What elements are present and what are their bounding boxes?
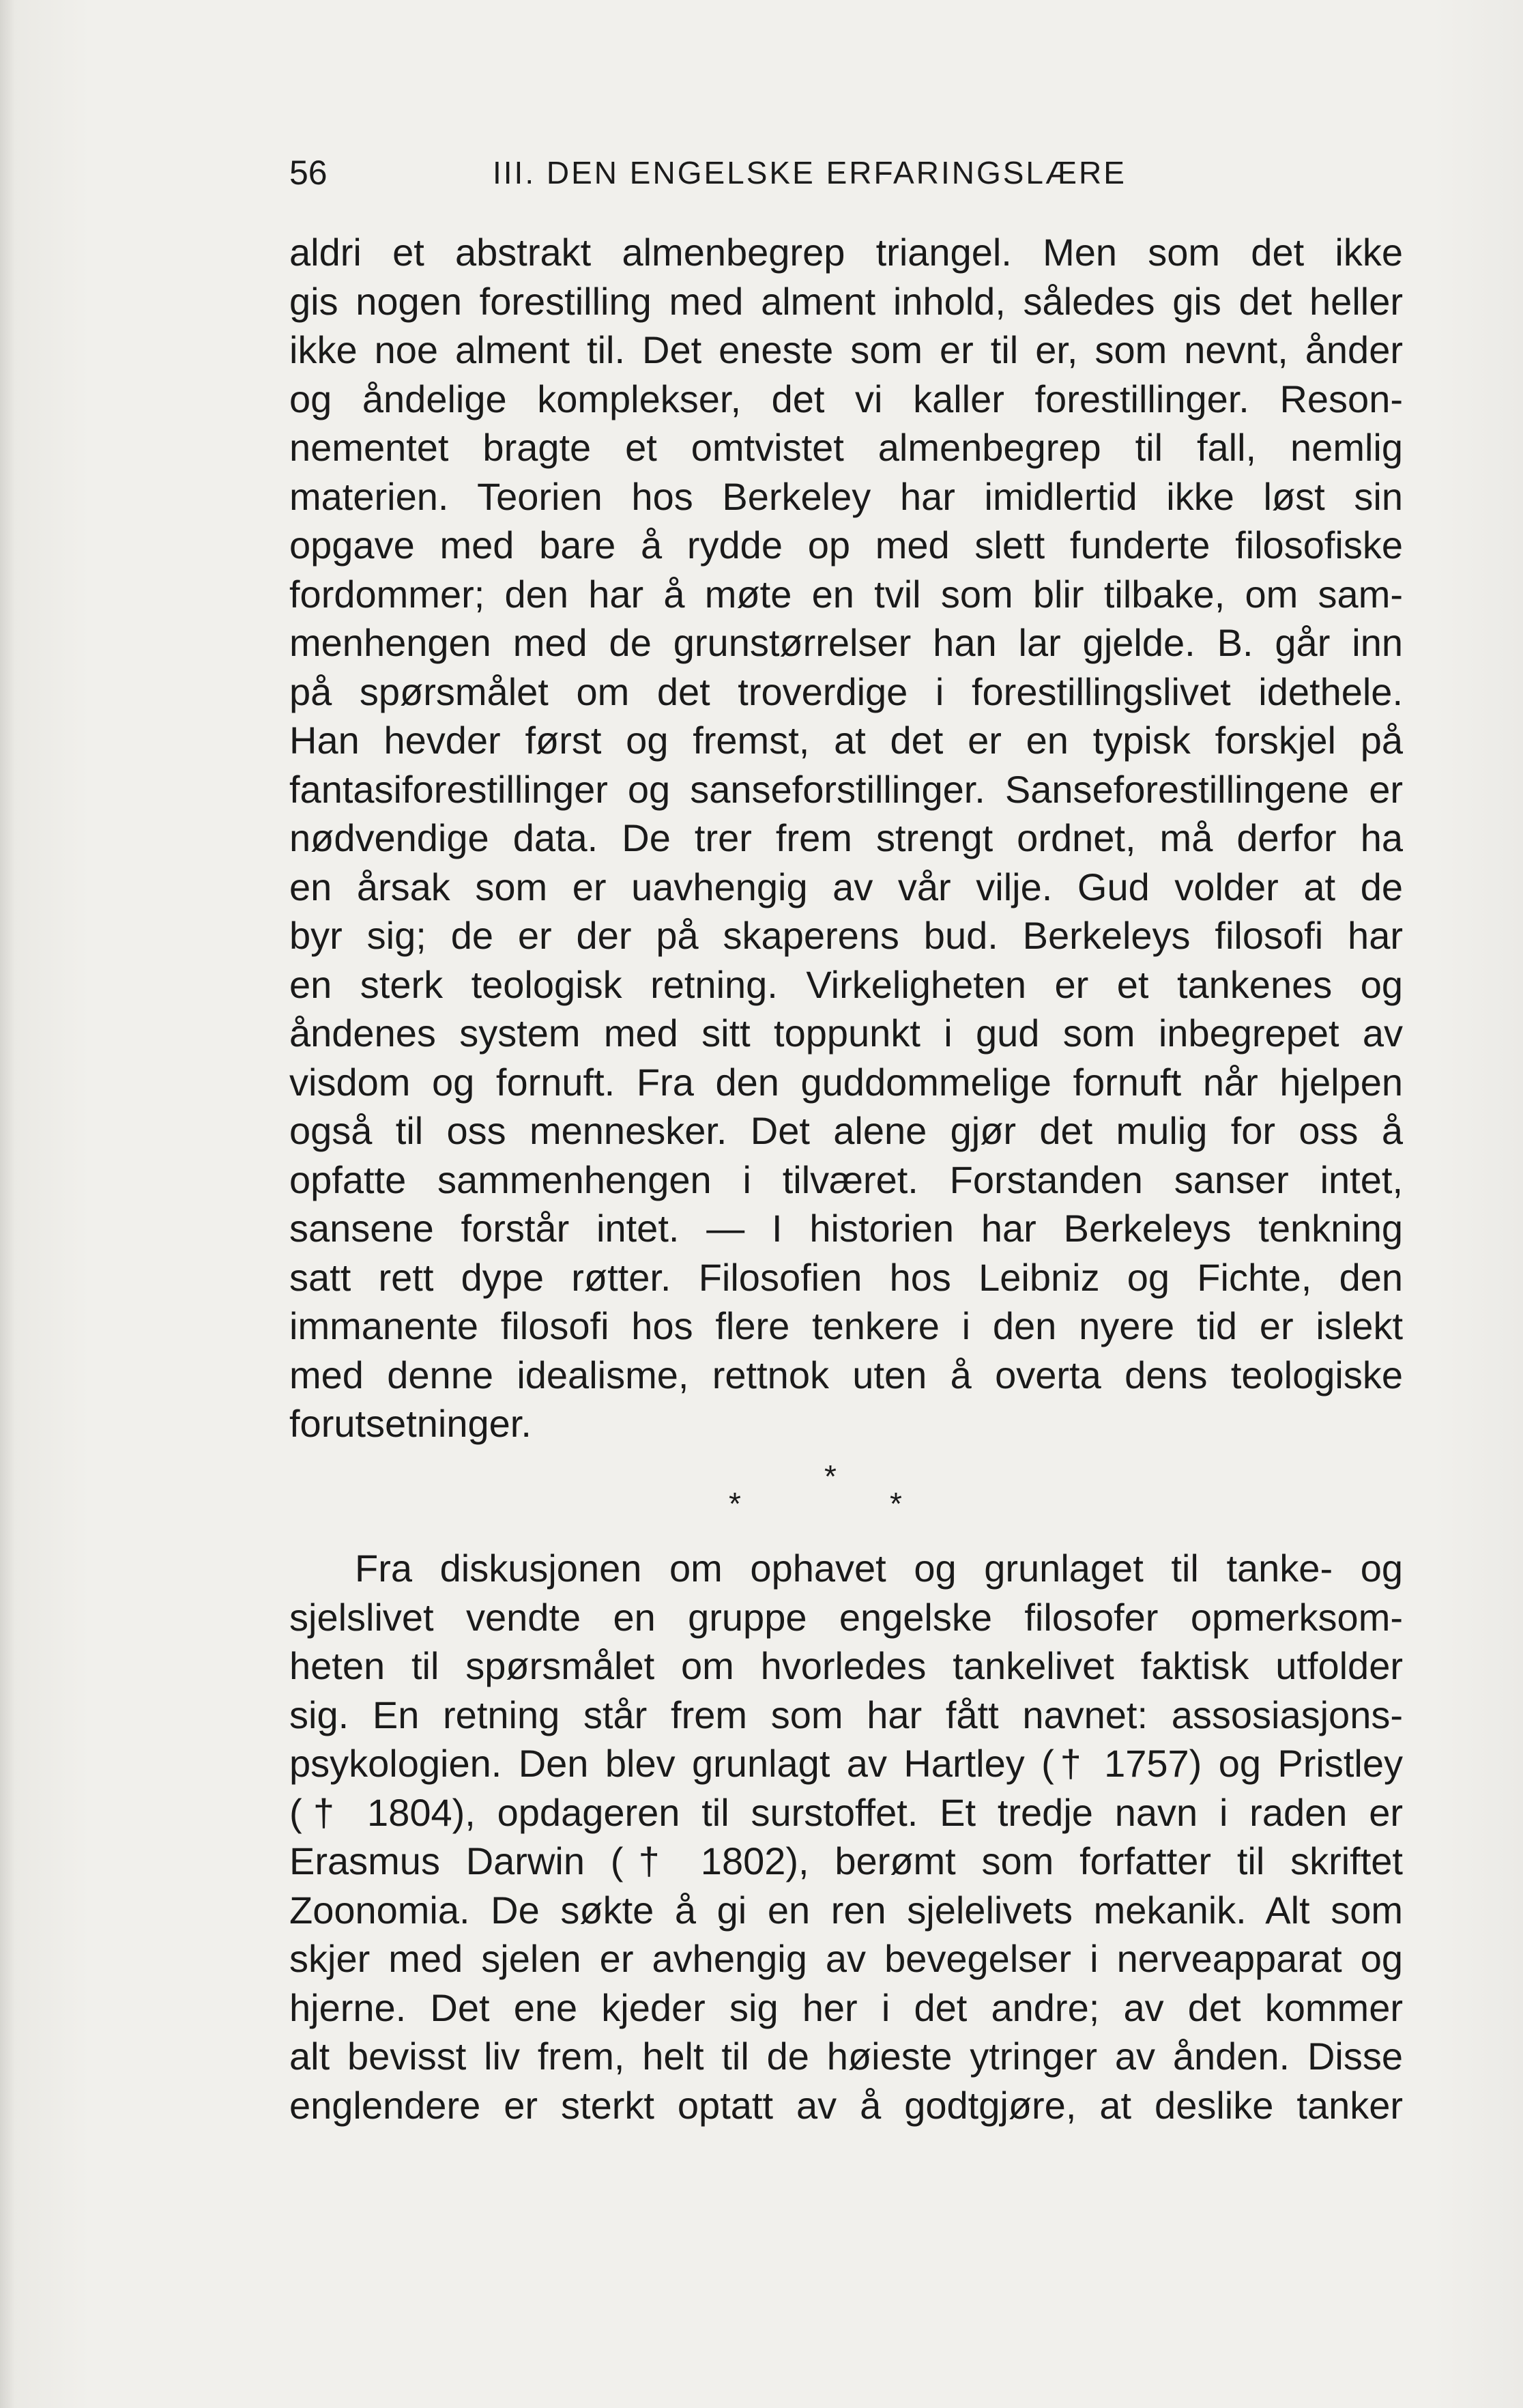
text-line: en sterk teologisk retning. Virkeligheten er et tankenes og	[289, 962, 1403, 1006]
asterisk: *	[890, 1486, 902, 1521]
spine-shadow	[0, 0, 15, 2408]
text-line: hjerne. Det ene kjeder sig her i det andre; av det kommer	[289, 1986, 1403, 2029]
text-line: på spørsmålet om det troverdige i forestillingslivet idethele.	[289, 670, 1403, 713]
text-line: ikke noe alment til. Det eneste som er til er, som nevnt, ånder	[289, 328, 1403, 371]
text-line: Zoonomia. De søkte å gi en ren sjelelivets mekanik. Alt som	[289, 1888, 1403, 1932]
text-line: byr sig; de er der på skaperens bud. Berkeleys filosofi har	[289, 914, 1403, 957]
text-line: opfatte sammenhengen i tilværet. Forstanden sanser intet,	[289, 1158, 1403, 1201]
text-line: satt rett dype røtter. Filosofien hos Leibniz og Fichte, den	[289, 1255, 1403, 1299]
text-line: skjer med sjelen er avhengig av bevegelser i nerveapparat og	[289, 1937, 1403, 1980]
text-line: Han hevder først og fremst, at det er en typisk forskjel på	[289, 719, 1403, 762]
page-header	[289, 149, 1258, 197]
text-line: immanente filosofi hos flere tenkere i den nyere tid er islekt	[289, 1304, 1403, 1347]
text-line: († 1804), opdageren til surstoffet. Et tredje navn i raden er	[289, 1790, 1403, 1834]
text-line: opgave med bare å rydde op med slett funderte filosofiske	[289, 524, 1403, 567]
text-line: sjelslivet vendte en gruppe engelske filosofer opmerksom-	[289, 1595, 1403, 1639]
text-line: en årsak som er uavhengig av vår vilje. Gud volder at de	[289, 865, 1403, 908]
text-line: også til oss mennesker. Det alene gjør det mulig for oss å	[289, 1109, 1403, 1152]
text-line: menhengen med de grunstørrelser han lar gjelde. B. går inn	[289, 621, 1403, 664]
text-line: psykologien. Den blev grunlagt av Hartley († 1757) og Pristley	[289, 1742, 1403, 1785]
asterisk: *	[729, 1486, 741, 1521]
text-line: sig. En retning står frem som har fått navnet: assosiasjons-	[289, 1693, 1403, 1736]
text-line: og åndelige komplekser, det vi kaller forestillinger. Reson-	[289, 377, 1403, 420]
text-line: englendere er sterkt optatt av å godtgjøre, at deslike tanker	[289, 2083, 1403, 2127]
text-line: Erasmus Darwin († 1802), berømt som forfatter til skriftet	[289, 1839, 1403, 1882]
text-line: visdom og fornuft. Fra den guddommelige fornuft når hjelpen	[289, 1060, 1403, 1104]
text-line: forutsetninger.	[289, 1402, 532, 1445]
asterisk: *	[824, 1459, 837, 1494]
text-line: gis nogen forestilling med alment inhold, således gis det heller	[289, 279, 1403, 323]
text-line: med denne idealisme, rettnok uten å overta dens teologiske	[289, 1353, 1403, 1396]
text-line: aldri et abstrakt almenbegrep triangel. Men som det ikke	[289, 231, 1403, 274]
text-line: sansene forstår intet. — I historien har Berkeleys tenkning	[289, 1207, 1403, 1250]
text-line: nementet bragte et omtvistet almenbegrep til fall, nemlig	[289, 426, 1403, 469]
text-line: heten til spørsmålet om hvorledes tankelivet faktisk utfolder	[289, 1644, 1403, 1687]
text-line: åndenes system med sitt toppunkt i gud som inbegrepet av	[289, 1012, 1403, 1055]
text-line: nødvendige data. De trer frem strengt ordnet, må derfor ha	[289, 816, 1403, 859]
text-line: fordommer; den har å møte en tvil som blir tilbake, om sam-	[289, 572, 1403, 616]
text-line: materien. Teorien hos Berkeley har imidlertid ikke løst sin	[289, 474, 1403, 518]
section-break	[723, 1461, 921, 1529]
page-number: 56	[289, 154, 328, 192]
text-line: alt bevisst liv frem, helt til de høieste ytringer av ånden. Disse	[289, 2035, 1403, 2078]
paragraph-1	[289, 228, 1403, 1448]
text-line: fantasiforestillinger og sanseforstillinger. Sanseforestillingene er	[289, 767, 1403, 811]
paragraph-2	[289, 1544, 1403, 2130]
text-line: Fra diskusjonen om ophavet og grunlaget til tanke- og	[355, 1547, 1403, 1590]
running-head: III. DEN ENGELSKE ERFARINGSLÆRE	[493, 155, 1127, 190]
